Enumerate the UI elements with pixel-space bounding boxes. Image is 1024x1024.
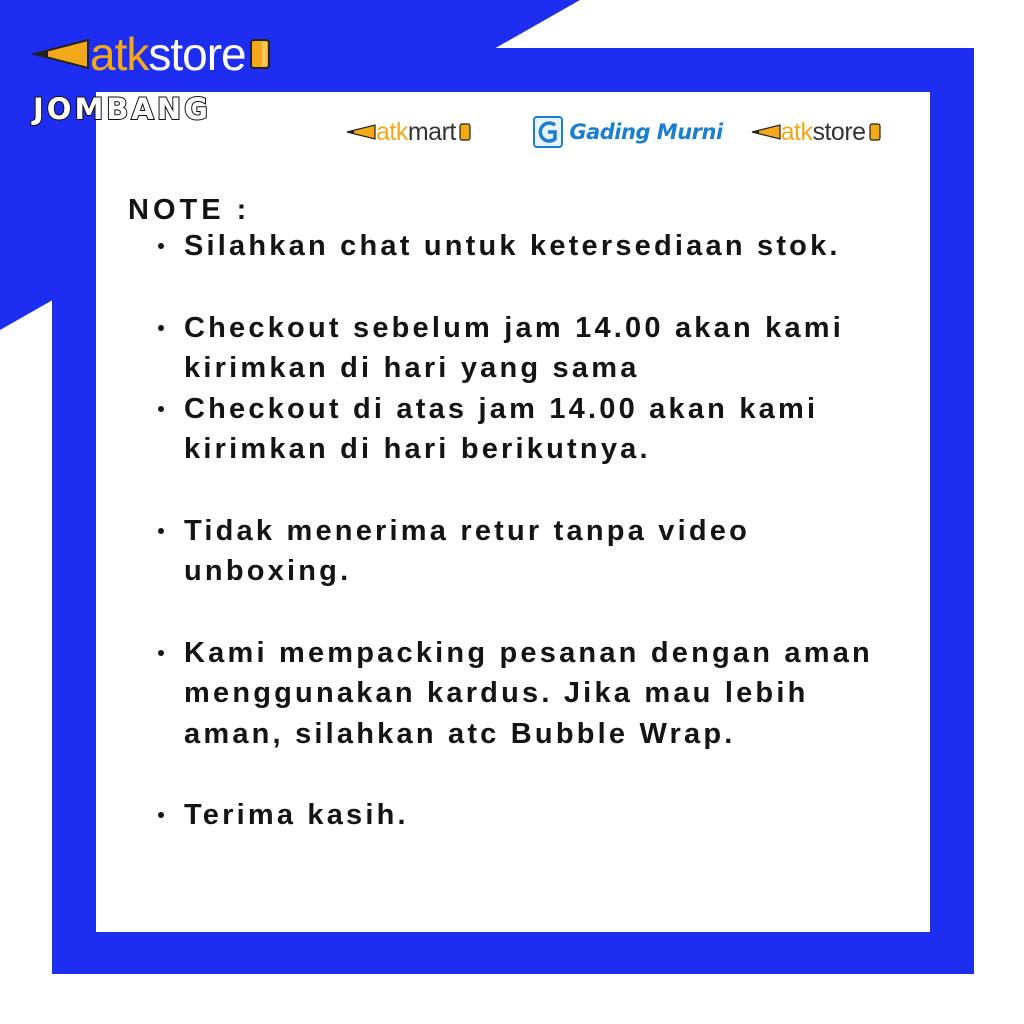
note-list <box>158 226 918 836</box>
note-title: NOTE : <box>128 194 251 226</box>
atkmart-text: atkmart <box>376 117 456 146</box>
atkstore-logo <box>32 28 322 80</box>
bullet-icon <box>158 325 164 331</box>
bullet-icon <box>158 650 164 656</box>
city-label: JOMBANG <box>33 92 211 126</box>
eraser-icon <box>459 122 471 142</box>
bullet-icon <box>158 528 164 534</box>
eraser-icon <box>250 37 270 71</box>
note-item: Checkout di atas jam 14.00 akan kami kirimkan di hari berikutnya. <box>158 389 918 470</box>
note-item: Kami mempacking pesanan dengan aman menggunakan kardus. Jika mau lebih aman, silahkan atc Bubble Wrap. <box>158 633 918 755</box>
gading-murni-logo <box>533 116 742 148</box>
logo-text: atkstore <box>90 28 246 80</box>
note-item: Terima kasih. <box>158 795 918 836</box>
atkstore-text: atkstore <box>780 117 866 146</box>
pencil-tip-icon <box>32 37 90 71</box>
pencil-tip-icon <box>346 123 376 141</box>
gading-murni-logo-icon <box>533 116 563 148</box>
atkstore-small-logo <box>751 118 926 147</box>
note-item: Checkout sebelum jam 14.00 akan kami kirimkan di hari yang sama <box>158 308 918 389</box>
note-item: Silahkan chat untuk ketersediaan stok. <box>158 226 918 267</box>
atkmart-logo <box>346 118 525 147</box>
pencil-tip-icon <box>751 123 781 141</box>
bullet-icon <box>158 812 164 818</box>
bullet-icon <box>158 243 164 249</box>
partner-brands <box>346 114 926 150</box>
gading-murni-text: Gading Murni <box>569 120 723 144</box>
note-item: Tidak menerima retur tanpa video unboxing. <box>158 511 918 592</box>
eraser-icon <box>869 122 881 142</box>
bullet-icon <box>158 406 164 412</box>
